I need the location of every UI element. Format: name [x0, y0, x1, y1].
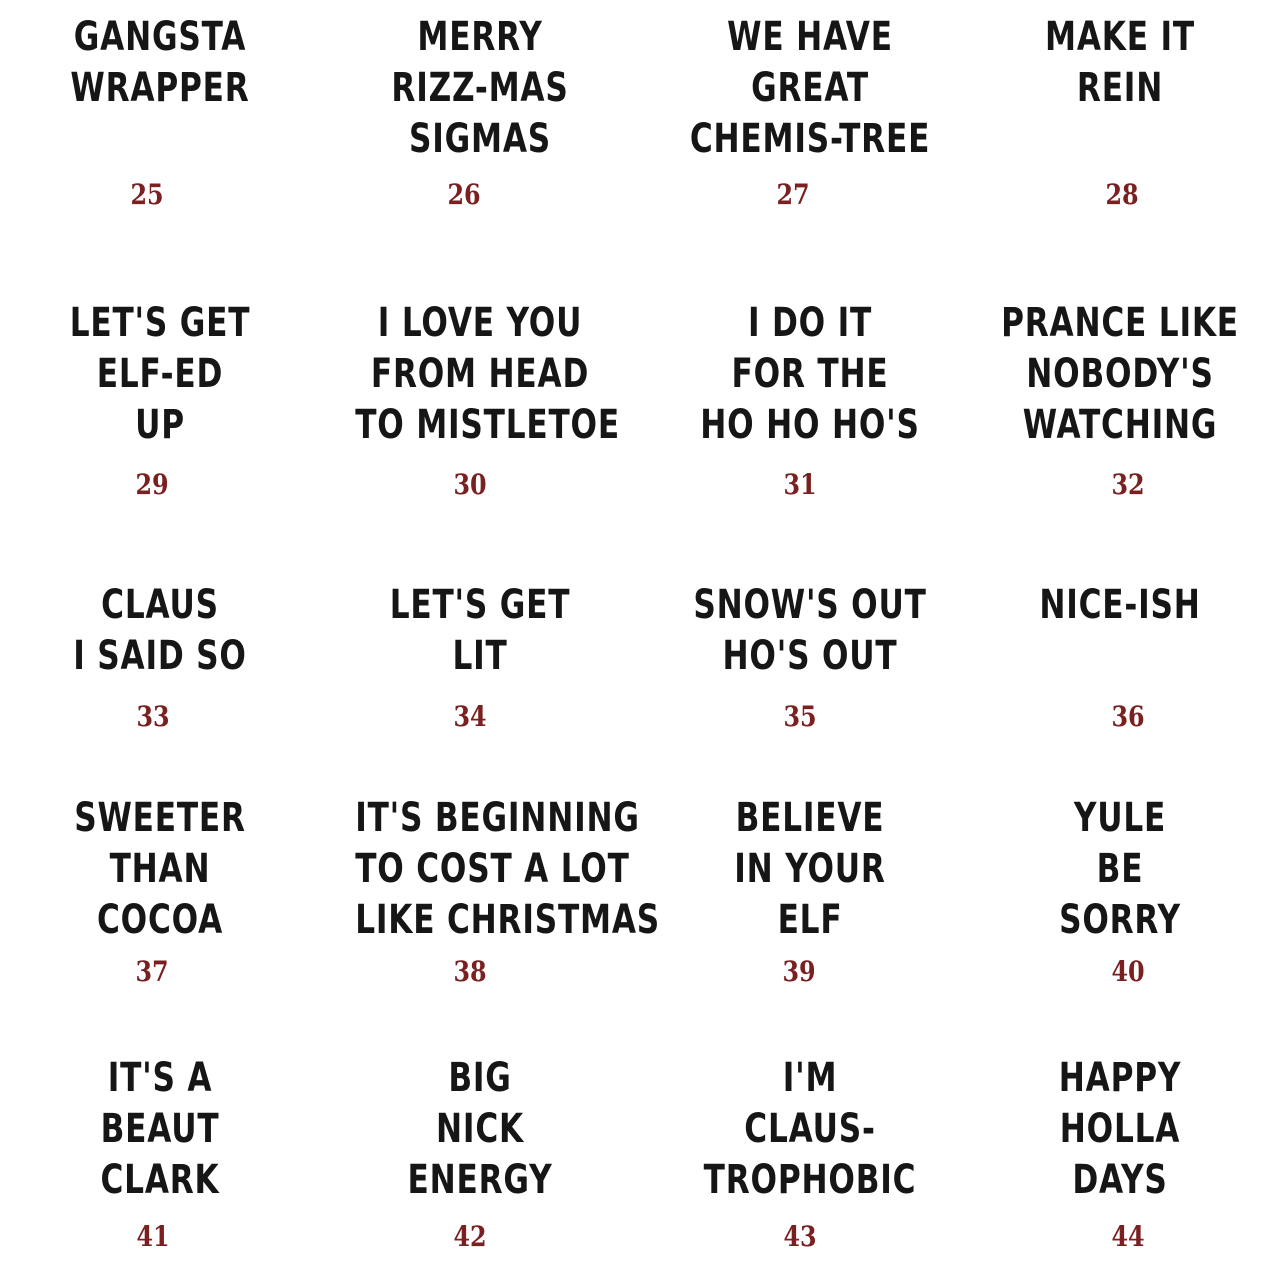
phrase-line: ELF-ED	[96, 351, 224, 397]
phrase-line: HOLLA	[1059, 1106, 1181, 1152]
phrase-line: SIGMAS	[408, 116, 552, 162]
phrase-number: 30	[453, 468, 487, 501]
phrase-text	[355, 298, 620, 451]
phrase-line: ENERGY	[407, 1157, 553, 1203]
phrase-line: LET'S GET	[69, 300, 251, 346]
phrase-number: 28	[1105, 178, 1139, 211]
phrase-number: 41	[136, 1220, 170, 1253]
phrase-line: DAYS	[1072, 1157, 1168, 1203]
phrase-text	[35, 298, 285, 451]
phrase-line: ELF	[777, 897, 843, 943]
phrase-line: I SAID SO	[73, 633, 247, 679]
phrase-text	[35, 1053, 285, 1206]
phrase-line: GANGSTA	[73, 14, 247, 60]
phrase-line: NOBODY'S	[1026, 351, 1214, 397]
phrase-line: I'M	[782, 1055, 838, 1101]
phrase-line: LIT	[452, 633, 508, 679]
phrase-line: RIZZ-MAS	[391, 65, 569, 111]
phrase-text	[995, 1053, 1245, 1206]
phrase-line: SNOW'S OUT	[693, 582, 927, 628]
phrase-number: 27	[776, 178, 810, 211]
phrase-number: 42	[453, 1220, 487, 1253]
phrase-text	[355, 12, 605, 165]
phrase-line: NICK	[436, 1106, 524, 1152]
phrase-line: BEAUT	[100, 1106, 220, 1152]
phrase-text	[355, 580, 605, 682]
phrase-text	[685, 12, 935, 165]
phrase-line: BE	[1096, 846, 1144, 892]
phrase-line: CLARK	[100, 1157, 220, 1203]
phrase-text	[355, 1053, 605, 1206]
phrase-number: 29	[135, 468, 169, 501]
phrase-text	[355, 793, 661, 946]
phrase-line: TO COST A LOT	[355, 846, 630, 892]
phrase-line: CLAUS-	[744, 1106, 876, 1152]
phrase-line: SWEETER	[74, 795, 246, 841]
phrase-line: YULE	[1073, 795, 1167, 841]
phrase-number: 33	[136, 700, 170, 733]
phrase-text	[35, 793, 285, 946]
phrase-line: UP	[135, 402, 185, 448]
phrase-number: 32	[1111, 468, 1145, 501]
phrase-number: 34	[453, 700, 487, 733]
phrase-text	[35, 580, 285, 682]
phrase-line: IN YOUR	[734, 846, 886, 892]
phrase-line: I LOVE YOU	[377, 300, 583, 346]
phrase-number: 43	[783, 1220, 817, 1253]
phrase-line: MERRY	[417, 14, 543, 60]
phrase-line: PRANCE LIKE	[1001, 300, 1239, 346]
phrase-number: 31	[783, 468, 817, 501]
phrase-line: MAKE IT	[1045, 14, 1195, 60]
phrase-line: TROPHOBIC	[703, 1157, 917, 1203]
phrase-line: HO'S OUT	[722, 633, 898, 679]
phrase-text	[685, 1053, 935, 1206]
phrase-text	[685, 580, 935, 682]
phrase-line: FOR THE	[731, 351, 889, 397]
phrase-text	[995, 793, 1245, 946]
phrase-number: 38	[453, 955, 487, 988]
phrase-line: REIN	[1076, 65, 1164, 111]
phrase-line: THAN	[109, 846, 211, 892]
phrase-line: HAPPY	[1058, 1055, 1182, 1101]
phrase-number: 37	[135, 955, 169, 988]
phrase-line: BELIEVE	[735, 795, 885, 841]
phrase-number: 36	[1111, 700, 1145, 733]
phrase-line: IT'S A	[107, 1055, 213, 1101]
phrase-text	[35, 12, 285, 114]
phrase-text	[995, 12, 1245, 114]
phrase-line: COCOA	[96, 897, 224, 943]
phrase-number: 40	[1111, 955, 1145, 988]
phrase-line: BIG	[448, 1055, 512, 1101]
phrase-number: 26	[447, 178, 481, 211]
phrase-line: LIKE CHRISTMAS	[355, 897, 661, 943]
phrase-text	[995, 298, 1245, 451]
phrase-text	[685, 793, 935, 946]
phrase-line: FROM HEAD	[370, 351, 590, 397]
phrase-line: CLAUS	[101, 582, 219, 628]
phrase-number: 35	[783, 700, 817, 733]
phrase-line: IT'S BEGINNING	[355, 795, 640, 841]
phrase-line: TO MISTLETOE	[355, 402, 620, 448]
phrase-number: 39	[782, 955, 816, 988]
phrase-line: LET'S GET	[389, 582, 571, 628]
phrase-line: WE HAVE	[727, 14, 893, 60]
phrase-text	[995, 580, 1245, 631]
phrase-line: HO HO HO'S	[700, 402, 920, 448]
phrase-text	[685, 298, 935, 451]
phrase-line: CHEMIS-TREE	[689, 116, 931, 162]
phrase-line: SORRY	[1059, 897, 1181, 943]
phrase-line: WATCHING	[1022, 402, 1218, 448]
phrase-line: I DO IT	[747, 300, 873, 346]
phrase-line: WRAPPER	[70, 65, 250, 111]
phrase-line: NICE-ISH	[1039, 582, 1201, 628]
phrase-number: 44	[1111, 1220, 1145, 1253]
phrase-line: GREAT	[751, 65, 869, 111]
phrase-number: 25	[130, 178, 164, 211]
